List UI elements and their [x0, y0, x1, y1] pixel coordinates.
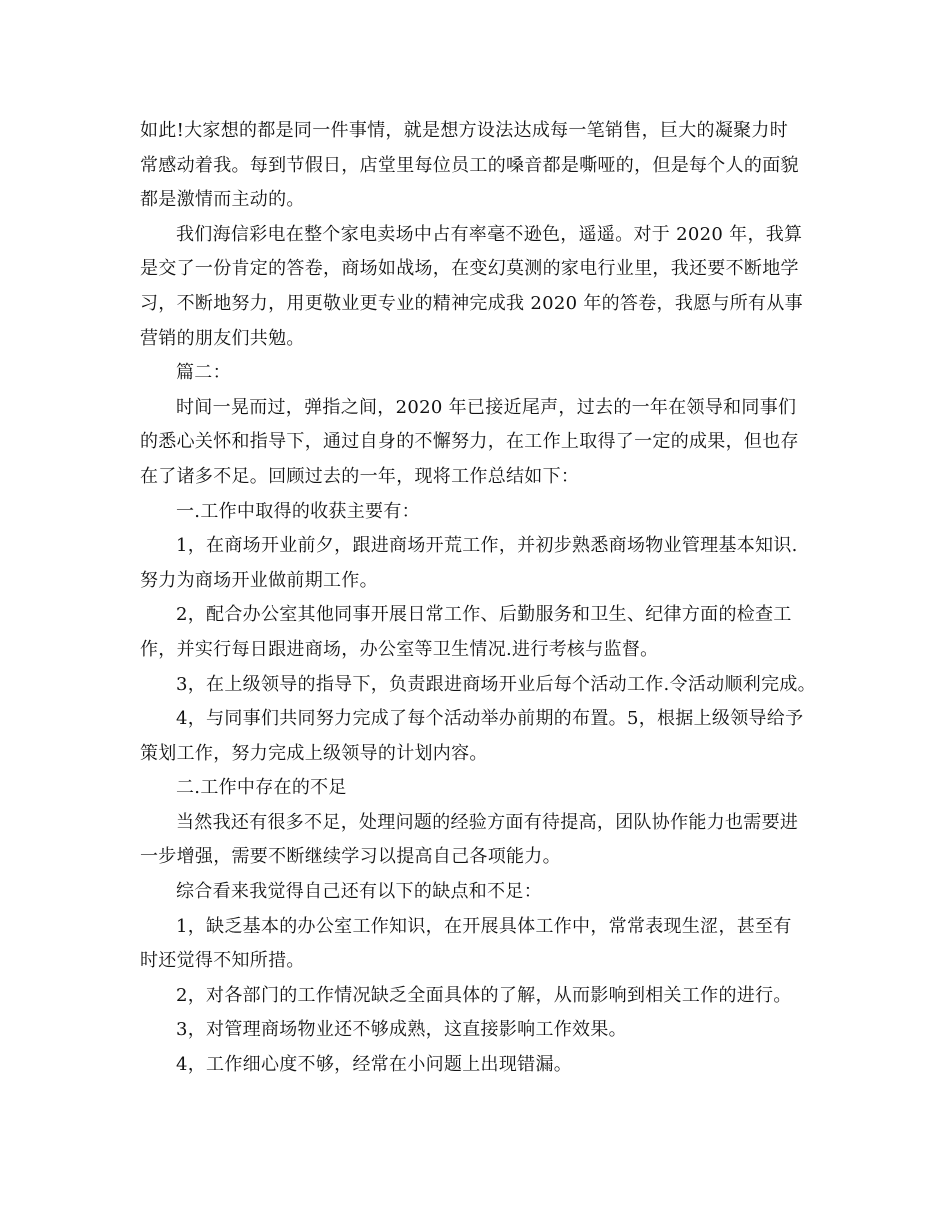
paragraph-line: 2，对各部门的工作情况缺乏全面具体的了解，从而影响到相关工作的进行。 [176, 984, 792, 1006]
paragraph-line: 二.工作中存在的不足 [176, 777, 347, 799]
paragraph [140, 875, 830, 910]
paragraph-line: 1，在商场开业前夕，跟进商场开荒工作，并初步熟悉商场物业管理基本知识. [176, 535, 798, 557]
paragraph-line: 一步增强，需要不断继续学习以提高自己各项能力。 [140, 846, 561, 868]
paragraph [140, 910, 830, 979]
paragraph-line: 1，缺乏基本的办公室工作知识，在开展具体工作中，常常表现生涩，甚至有 [176, 915, 792, 937]
paragraph [140, 771, 830, 806]
paragraph [140, 114, 830, 218]
paragraph-line: 4，与同事们共同努力完成了每个活动举办前期的布置。5，根据上级领导给予 [176, 708, 804, 730]
paragraph-line: 策划工作，努力完成上级领导的计划内容。 [140, 742, 488, 764]
paragraph [140, 598, 830, 667]
paragraph-line: 努力为商场开业做前期工作。 [140, 569, 378, 591]
paragraph [140, 702, 830, 771]
paragraph-line: 当然我还有很多不足，处理问题的经验方面有待提高，团队协作能力也需要进 [176, 811, 799, 833]
paragraph-line: 都是激情而主动的。 [140, 189, 305, 211]
paragraph [140, 1048, 830, 1083]
paragraph-line: 时还觉得不知所措。 [140, 950, 305, 972]
paragraph [140, 806, 830, 875]
paragraph-line: 在了诸多不足。回顾过去的一年，现将工作总结如下： [140, 465, 580, 487]
paragraph-line: 作，并实行每日跟进商场，办公室等卫生情况.进行考核与监督。 [140, 638, 659, 660]
paragraph [140, 218, 830, 356]
paragraph [140, 391, 830, 495]
paragraph-line: 3，在上级领导的指导下，负责跟进商场开业后每个活动工作.令活动顺利完成。 [176, 673, 816, 695]
paragraph [140, 529, 830, 598]
paragraph [140, 1013, 830, 1048]
paragraph-line: 是交了一份肯定的答卷，商场如战场，在变幻莫测的家电行业里，我还要不断地学 [140, 258, 799, 280]
paragraph-line: 如此!大家想的都是同一件事情，就是想方设法达成每一笔销售，巨大的凝聚力时 [140, 120, 789, 141]
paragraph-line: 4，工作细心度不够，经常在小问题上出现错漏。 [176, 1054, 573, 1076]
paragraph-line: 我们海信彩电在整个家电卖场中占有率毫不逊色，遥遥。对于 2020 年，我算 [176, 223, 803, 245]
paragraph-line: 常感动着我。每到节假日，店堂里每位员工的嗓音都是嘶哑的，但是每个人的面貌 [140, 154, 799, 176]
paragraph-line: 一.工作中取得的收获主要有： [176, 500, 420, 522]
paragraph-line: 篇二： [176, 362, 231, 384]
paragraph [140, 979, 830, 1014]
paragraph-line: 营销的朋友们共勉。 [140, 327, 305, 349]
paragraph-line: 2，配合办公室其他同事开展日常工作、后勤服务和卫生、纪律方面的检查工 [176, 604, 792, 626]
paragraph-line: 时间一晃而过，弹指之间，2020 年已接近尾声，过去的一年在领导和同事们 [176, 396, 797, 418]
paragraph-line: 综合看来我觉得自己还有以下的缺点和不足： [176, 881, 542, 903]
paragraph-line: 的悉心关怀和指导下，通过自身的不懈努力，在工作上取得了一定的成果，但也存 [140, 431, 799, 453]
paragraph [140, 495, 830, 530]
paragraph-line: 3，对管理商场物业还不够成熟，这直接影响工作效果。 [176, 1019, 627, 1041]
paragraph [140, 356, 830, 391]
paragraph-line: 习，不断地努力，用更敬业更专业的精神完成我 2020 年的答卷，我愿与所有从事 [140, 292, 803, 314]
paragraph [140, 668, 830, 703]
document-body [140, 114, 830, 1083]
